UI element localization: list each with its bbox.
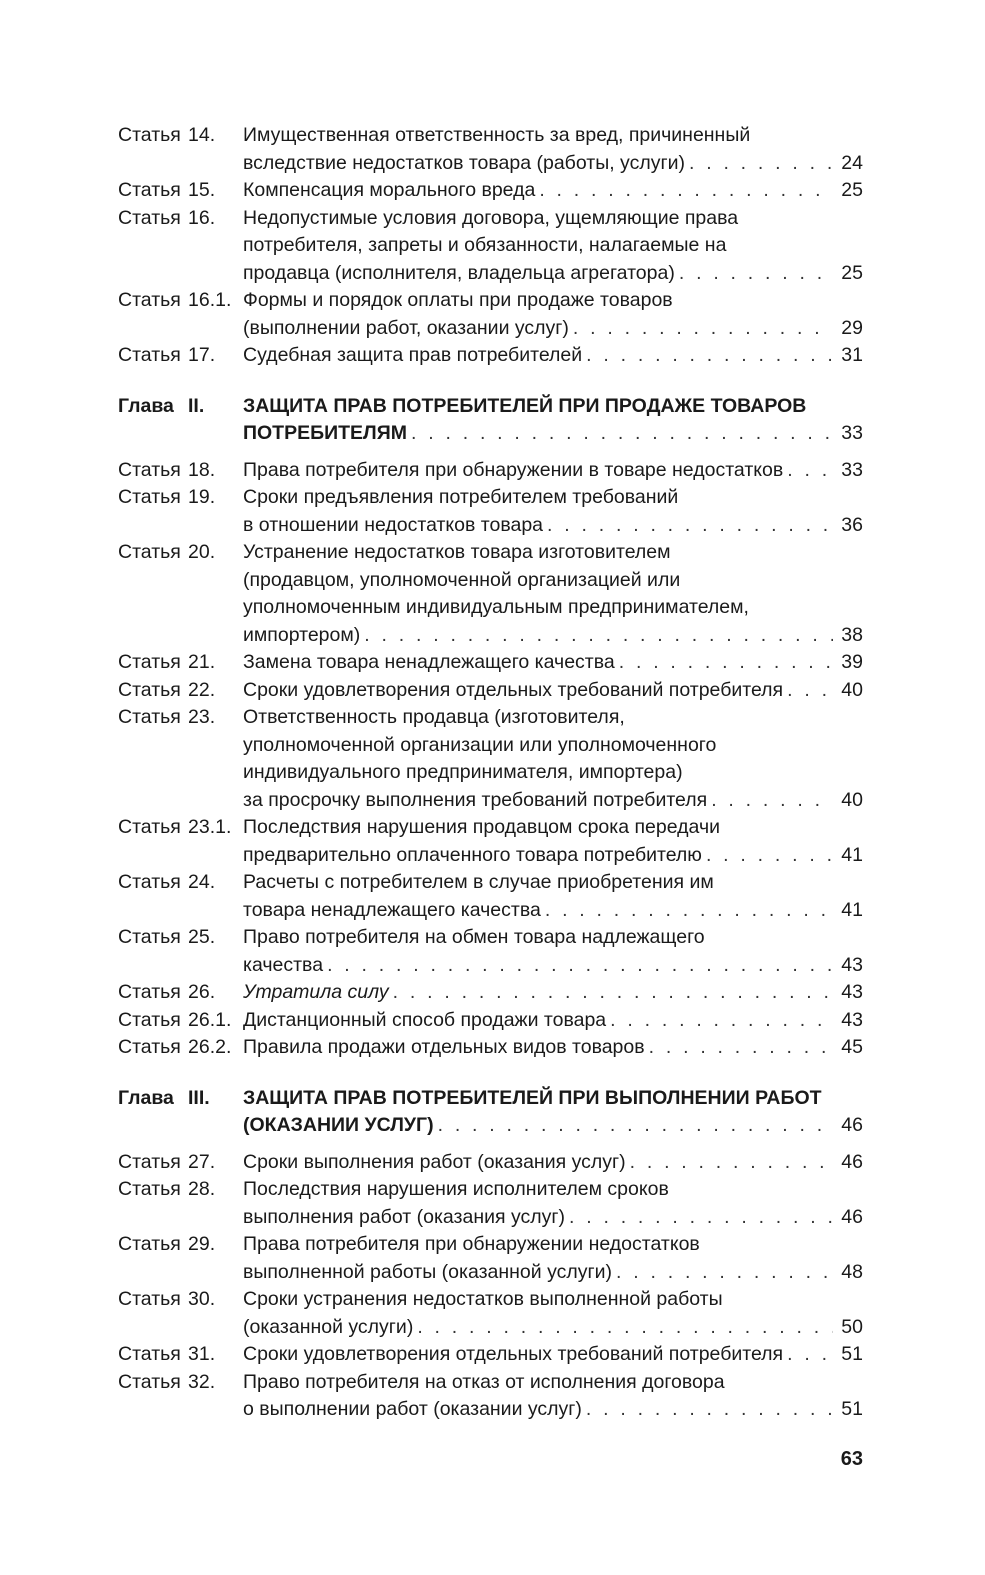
entry-page-number: 51 (841, 1343, 863, 1365)
entry-label-number: 24. (188, 871, 216, 893)
entry-label (118, 1007, 243, 1035)
entry-title-line (243, 842, 863, 870)
entry-label (118, 177, 243, 205)
entry-title-text: выполнения работ (оказания услуг) (243, 1205, 565, 1228)
entry-label (118, 457, 243, 485)
entry-title (243, 342, 863, 370)
entry-page-number: 24 (841, 151, 863, 174)
entry-title-line: Право потребителя на обмен товара надлежащего (243, 926, 705, 948)
entry-title-line: Расчеты с потребителем в случае приобретения им (243, 871, 714, 893)
dot-leader (630, 1149, 833, 1177)
entry-label-word: Статья (118, 678, 181, 701)
entry-title (243, 1149, 863, 1177)
toc-article-entry (118, 1231, 863, 1286)
entry-title-line: Сроки предъявления потребителем требований (243, 486, 679, 508)
entry-title-line: индивидуального предпринимателя, импортера) (243, 761, 683, 783)
entry-label-number: 28. (188, 1178, 216, 1200)
entry-label-number: 17. (188, 344, 216, 366)
dot-leader (417, 1314, 833, 1342)
dot-leader (711, 787, 833, 815)
toc-article-entry (118, 287, 863, 342)
entry-label-number: 25. (188, 926, 216, 948)
entry-label-number: 19. (188, 486, 216, 508)
entry-title-line: уполномоченной организации или уполномоченного (243, 733, 717, 756)
entry-label-number: 26. (188, 981, 216, 1003)
entry-label-word: Статья (118, 926, 181, 948)
toc-article-entry (118, 342, 863, 370)
entry-title-line (243, 1204, 863, 1232)
entry-label-word: Статья (118, 344, 181, 366)
entry-label (118, 539, 243, 567)
entry-title (243, 393, 863, 448)
toc-article-entry (118, 924, 863, 979)
dot-leader (547, 512, 833, 540)
entry-title-line: Ответственность продавца (изготовителя, (243, 706, 625, 728)
entry-label-word: Статья (118, 289, 181, 311)
entry-label-number: 29. (188, 1233, 216, 1255)
entry-page-number: 46 (841, 1114, 863, 1136)
entry-label-word: Глава (118, 1086, 174, 1109)
entry-label-word: Статья (118, 458, 181, 481)
entry-label-number: 30. (188, 1288, 216, 1310)
entry-label (118, 979, 243, 1007)
entry-label (118, 1085, 243, 1113)
entry-title-text: продавца (исполнителя, владельца агрегатора) (243, 261, 675, 284)
entry-label-number: III. (188, 1086, 210, 1109)
toc-chapter-entry (118, 1085, 863, 1140)
toc-article-entry (118, 869, 863, 924)
entry-label-word: Статья (118, 124, 181, 146)
entry-page-number: 51 (841, 1398, 863, 1420)
entry-label (118, 393, 243, 421)
dot-leader (787, 457, 833, 485)
entry-title-text: Правила продажи отдельных видов товаров (243, 1036, 645, 1058)
entry-title-line: Права потребителя при обнаружении недостатков (243, 1233, 700, 1255)
dot-leader (438, 1112, 833, 1140)
entry-label-number: 23.1. (188, 816, 232, 838)
entry-page-number: 38 (841, 623, 863, 646)
entry-title (243, 1369, 863, 1424)
entry-title (243, 1286, 863, 1341)
toc-article-entry (118, 704, 863, 814)
entry-label (118, 1341, 243, 1369)
entry-page-number: 36 (841, 513, 863, 536)
dot-leader (586, 342, 833, 370)
entry-label-number: 26.2. (188, 1036, 232, 1058)
dot-leader (706, 842, 833, 870)
entry-page-number: 29 (841, 316, 863, 339)
toc-article-entry (118, 1369, 863, 1424)
entry-label-word: Статья (118, 706, 181, 728)
entry-page-number: 50 (841, 1315, 863, 1338)
entry-label-word: Статья (118, 1343, 181, 1365)
entry-title-line: Сроки устранения недостатков выполненной работы (243, 1288, 723, 1310)
entry-page-number: 39 (841, 651, 863, 673)
entry-title-line: Последствия нарушения исполнителем сроков (243, 1178, 669, 1200)
entry-label-number: 26.1. (188, 1008, 232, 1031)
entry-title-line (243, 897, 863, 925)
entry-page-number: 41 (841, 843, 863, 866)
entry-label-word: Статья (118, 1178, 181, 1200)
entry-title (243, 979, 863, 1007)
entry-page-number: 40 (841, 678, 863, 701)
entry-page-number: 25 (841, 261, 863, 284)
entry-title-text: товара ненадлежащего качества (243, 898, 541, 921)
dot-leader (689, 150, 833, 178)
entry-title-line: ЗАЩИТА ПРАВ ПОТРЕБИТЕЛЕЙ ПРИ ПРОДАЖЕ ТОВАРОВ (243, 394, 807, 417)
toc-article-entry (118, 484, 863, 539)
entry-title-line (243, 1034, 863, 1062)
entry-title (243, 1231, 863, 1286)
entry-title-text: (оказанной услуги) (243, 1315, 414, 1338)
entry-title-line (243, 622, 863, 650)
entry-page-number: 43 (841, 981, 863, 1003)
entry-label-word: Статья (118, 486, 181, 508)
dot-leader (573, 315, 833, 343)
entry-title-line (243, 787, 863, 815)
entry-title (243, 1341, 863, 1369)
entry-label (118, 924, 243, 952)
entry-label-word: Статья (118, 206, 181, 229)
entry-label-number: 14. (188, 124, 216, 146)
entry-label (118, 484, 243, 512)
entry-label-word: Статья (118, 651, 181, 673)
entry-title-line (243, 457, 863, 485)
entry-title-text: Дистанционный способ продажи товара (243, 1008, 607, 1031)
entry-label-number: 15. (188, 179, 216, 201)
dot-leader (327, 952, 833, 980)
entry-title-text: вследствие недостатков товара (работы, услуги) (243, 151, 685, 174)
toc-article-entry (118, 1286, 863, 1341)
entry-label-number: 16.1. (188, 289, 232, 311)
entry-label (118, 814, 243, 842)
entry-label-word: Статья (118, 871, 181, 893)
entry-title-line (243, 512, 863, 540)
entry-title (243, 457, 863, 485)
entry-label (118, 1286, 243, 1314)
dot-leader (545, 897, 833, 925)
entry-label-word: Статья (118, 1036, 181, 1058)
entry-title-text: Судебная защита прав потребителей (243, 344, 583, 366)
entry-title-text: в отношении недостатков товара (243, 513, 544, 536)
toc-article-entry (118, 979, 863, 1007)
entry-label-number: 23. (188, 706, 216, 728)
entry-title-text: импортером) (243, 623, 361, 646)
entry-title-line: (продавцом, уполномоченной организацией или (243, 568, 681, 591)
entry-label-word: Статья (118, 1233, 181, 1255)
entry-title-text: Сроки выполнения работ (оказания услуг) (243, 1150, 626, 1173)
entry-title-line (243, 1396, 863, 1424)
entry-label-number: 27. (188, 1150, 216, 1173)
entry-title-line: Право потребителя на отказ от исполнения договора (243, 1370, 725, 1393)
entry-title-line: Формы и порядок оплаты при продаже товаров (243, 289, 673, 311)
entry-title-line (243, 150, 863, 178)
entry-page-number: 41 (841, 898, 863, 921)
toc-article-entry (118, 539, 863, 649)
dot-leader (679, 260, 833, 288)
entry-title-line (243, 649, 863, 677)
dot-leader (787, 677, 833, 705)
toc-article-entry (118, 814, 863, 869)
entry-title-text: о выполнении работ (оказании услуг) (243, 1398, 582, 1420)
dot-leader (393, 979, 833, 1007)
dot-leader (569, 1204, 833, 1232)
entry-title-line (243, 1149, 863, 1177)
entry-title-text: Сроки удовлетворения отдельных требований потребителя (243, 678, 784, 701)
dot-leader (610, 1007, 833, 1035)
entry-label (118, 1149, 243, 1177)
entry-label-word: Статья (118, 1288, 181, 1310)
entry-label (118, 122, 243, 150)
entry-title-line (243, 952, 863, 980)
page-number: 63 (840, 1448, 863, 1470)
entry-page-number: 43 (841, 1008, 863, 1031)
dot-leader (649, 1034, 833, 1062)
entry-title-line (243, 342, 863, 370)
entry-label-number: 18. (188, 458, 216, 481)
entry-label (118, 287, 243, 315)
entry-title-line: Последствия нарушения продавцом срока передачи (243, 816, 721, 838)
toc-article-entry (118, 1149, 863, 1177)
entry-page-number: 33 (841, 458, 863, 481)
entry-label-word: Статья (118, 981, 181, 1003)
entry-page-number: 25 (841, 179, 863, 201)
entry-title-text: качества (243, 953, 324, 976)
entry-label (118, 1369, 243, 1397)
entry-label (118, 1176, 243, 1204)
entry-page-number: 46 (841, 1205, 863, 1228)
entry-title-line (243, 420, 863, 448)
entry-page-number: 43 (841, 953, 863, 976)
table-of-contents (118, 122, 863, 1424)
entry-title-line (243, 260, 863, 288)
toc-article-entry (118, 1034, 863, 1062)
toc-article-entry (118, 205, 863, 288)
entry-title (243, 484, 863, 539)
entry-page-number: 46 (841, 1150, 863, 1173)
entry-label-number: 16. (188, 206, 216, 229)
entry-label (118, 869, 243, 897)
toc-chapter-entry (118, 393, 863, 448)
dot-leader (619, 649, 833, 677)
entry-title (243, 1085, 863, 1140)
dot-leader (539, 177, 833, 205)
entry-title (243, 1176, 863, 1231)
entry-label-word: Статья (118, 1370, 181, 1393)
entry-label-word: Глава (118, 394, 174, 417)
entry-title (243, 287, 863, 342)
entry-title (243, 649, 863, 677)
toc-article-entry (118, 122, 863, 177)
entry-page-number: 48 (841, 1260, 863, 1283)
entry-title-line: Имущественная ответственность за вред, причиненный (243, 124, 751, 146)
entry-title (243, 1007, 863, 1035)
entry-title (243, 924, 863, 979)
entry-label (118, 677, 243, 705)
entry-title-text: предварительно оплаченного товара потребителю (243, 843, 702, 866)
entry-title-text: ПОТРЕБИТЕЛЯМ (243, 422, 407, 444)
entry-title-line (243, 979, 863, 1007)
toc-article-entry (118, 1341, 863, 1369)
toc-article-entry (118, 677, 863, 705)
entry-label (118, 649, 243, 677)
entry-title-text: выполненной работы (оказанной услуги) (243, 1260, 612, 1283)
entry-label (118, 1231, 243, 1259)
entry-title (243, 539, 863, 649)
entry-page-number: 33 (841, 422, 863, 444)
entry-title (243, 205, 863, 288)
dot-leader (586, 1396, 833, 1424)
entry-label-number: 22. (188, 678, 216, 701)
entry-title (243, 814, 863, 869)
entry-title-line (243, 1314, 863, 1342)
entry-label (118, 704, 243, 732)
entry-label-word: Статья (118, 179, 181, 201)
entry-title-text: Замена товара ненадлежащего качества (243, 651, 615, 673)
entry-title-line (243, 1007, 863, 1035)
dot-leader (616, 1259, 833, 1287)
entry-title-line: Недопустимые условия договора, ущемляющие права (243, 206, 739, 229)
entry-title-line (243, 1112, 863, 1140)
entry-title (243, 1034, 863, 1062)
entry-title (243, 869, 863, 924)
toc-article-entry (118, 649, 863, 677)
entry-title-text: Утратила силу (243, 981, 389, 1003)
entry-title-line: ЗАЩИТА ПРАВ ПОТРЕБИТЕЛЕЙ ПРИ ВЫПОЛНЕНИИ РАБОТ (243, 1086, 822, 1109)
entry-title-text: Сроки удовлетворения отдельных требований потребителя (243, 1343, 784, 1365)
entry-title-text: Права потребителя при обнаружении в товаре недостатков (243, 458, 784, 481)
entry-label-number: 21. (188, 651, 216, 673)
entry-page-number: 31 (841, 344, 863, 366)
entry-title-line: уполномоченным индивидуальным предпринимателем, (243, 596, 749, 618)
entry-label-number: 32. (188, 1370, 216, 1393)
entry-title-line (243, 1341, 863, 1369)
entry-title-text: (выполнении работ, оказании услуг) (243, 316, 569, 339)
entry-label (118, 342, 243, 370)
dot-leader (364, 622, 833, 650)
entry-title-line (243, 315, 863, 343)
entry-label-word: Статья (118, 541, 181, 563)
entry-label-number: 31. (188, 1343, 216, 1365)
entry-page-number: 45 (841, 1036, 863, 1058)
entry-title (243, 677, 863, 705)
toc-article-entry (118, 1007, 863, 1035)
entry-title-text: Компенсация морального вреда (243, 179, 536, 201)
entry-title-line (243, 1259, 863, 1287)
entry-title-line: потребителя, запреты и обязанности, налагаемые на (243, 234, 727, 256)
entry-title-line (243, 177, 863, 205)
entry-label-word: Статья (118, 1008, 181, 1031)
entry-title (243, 704, 863, 814)
entry-title-line: Устранение недостатков товара изготовителем (243, 541, 671, 563)
dot-leader (787, 1341, 833, 1369)
entry-title-text: за просрочку выполнения требований потребителя (243, 788, 708, 811)
entry-title-line (243, 677, 863, 705)
entry-title (243, 177, 863, 205)
entry-label (118, 205, 243, 233)
dot-leader (411, 420, 833, 448)
toc-article-entry (118, 177, 863, 205)
entry-title (243, 122, 863, 177)
entry-label-word: Статья (118, 1150, 181, 1173)
entry-label (118, 1034, 243, 1062)
toc-article-entry (118, 457, 863, 485)
entry-title-text: (ОКАЗАНИИ УСЛУГ) (243, 1114, 434, 1136)
entry-label-word: Статья (118, 816, 181, 838)
entry-label-number: II. (188, 394, 205, 417)
entry-page-number: 40 (841, 788, 863, 811)
entry-label-number: 20. (188, 541, 216, 563)
toc-article-entry (118, 1176, 863, 1231)
